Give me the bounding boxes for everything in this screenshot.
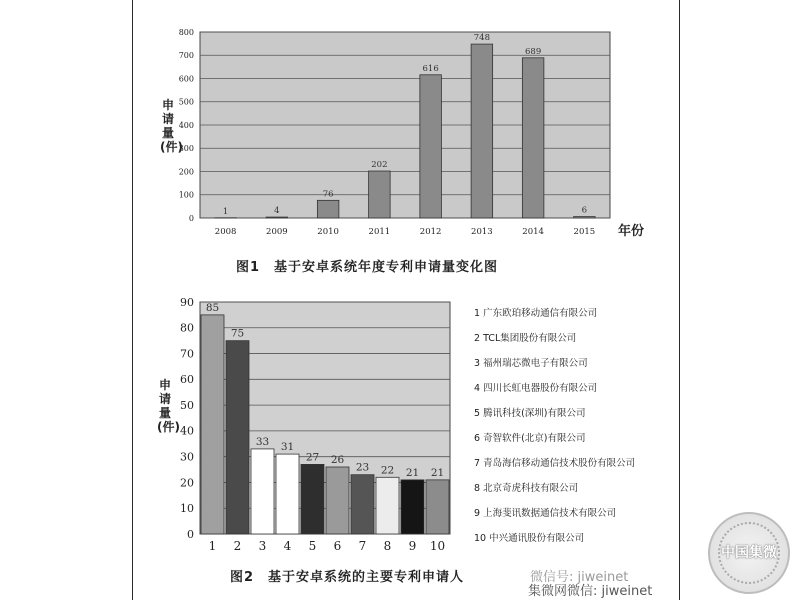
x-tick-label: 2011 <box>368 227 391 237</box>
chart2-ylabel: 申请量(件) <box>157 378 180 434</box>
stamp-text: 中国集微 <box>721 545 777 561</box>
chart1-ylabel: 申请量(件) <box>160 98 183 154</box>
x-tick-label: 6 <box>333 539 342 553</box>
data-label: 6 <box>581 205 588 216</box>
y-tick-label: 60 <box>180 373 194 387</box>
legend-item: 8 北京奇虎科技有限公司 <box>474 483 579 494</box>
legend-item: 3 福州瑞芯微电子有限公司 <box>474 358 588 369</box>
watermark-text: 集微网微信: jiweinet <box>528 584 653 599</box>
bar <box>266 217 288 218</box>
legend-item: 2 TCL集团股份有限公司 <box>474 333 577 344</box>
bar <box>369 171 391 218</box>
bar <box>522 58 544 218</box>
x-tick-label: 7 <box>358 539 367 553</box>
x-tick-label: 10 <box>429 539 446 553</box>
y-tick-label: 20 <box>180 476 194 490</box>
bar <box>326 467 349 534</box>
x-tick-label: 8 <box>383 539 392 553</box>
data-label: 202 <box>371 160 388 171</box>
x-tick-label: 2015 <box>573 227 596 237</box>
bar <box>251 449 274 534</box>
legend-item: 6 奇智软件(北京)有限公司 <box>474 433 586 444</box>
y-tick-label: 30 <box>180 450 194 464</box>
chart2-title: 图2 基于安卓系统的主要专利申请人 <box>230 570 465 585</box>
bar <box>301 464 324 534</box>
data-label: 33 <box>255 435 270 448</box>
x-tick-label: 2008 <box>214 227 237 237</box>
data-label: 21 <box>430 466 445 479</box>
x-tick-label: 1 <box>208 539 217 553</box>
data-label: 23 <box>355 461 370 474</box>
data-label: 21 <box>405 466 420 479</box>
x-tick-label: 2009 <box>266 227 288 237</box>
y-tick-label: 800 <box>178 27 194 37</box>
data-label: 85 <box>205 301 220 314</box>
bar <box>376 477 399 534</box>
x-tick-label: 2 <box>233 539 242 553</box>
y-tick-label: 0 <box>187 527 194 541</box>
x-tick-label: 9 <box>408 539 417 553</box>
data-label: 616 <box>422 63 439 74</box>
y-tick-label: 10 <box>180 502 194 516</box>
data-label: 31 <box>280 441 295 454</box>
bar <box>471 44 493 218</box>
chart1-title: 图1 基于安卓系统年度专利申请量变化图 <box>236 260 499 275</box>
data-label: 748 <box>473 33 490 44</box>
legend-item: 1 广东欧珀移动通信有限公司 <box>474 308 598 319</box>
legend-item: 10 中兴通讯股份有限公司 <box>474 533 585 544</box>
x-tick-label: 2013 <box>471 227 493 237</box>
legend-item: 4 四川长虹电器股份有限公司 <box>474 383 598 394</box>
data-label: 22 <box>380 464 395 477</box>
y-tick-label: 200 <box>178 167 194 177</box>
x-tick-label: 4 <box>283 539 292 553</box>
x-axis-label: 年份 <box>618 224 645 239</box>
data-label: 689 <box>525 46 542 57</box>
y-tick-label: 300 <box>178 144 194 154</box>
y-tick-label: 0 <box>188 213 194 223</box>
x-tick-label: 2014 <box>522 227 544 237</box>
x-tick-label: 2012 <box>419 227 442 237</box>
y-tick-label: 90 <box>180 295 194 309</box>
legend-item: 5 腾讯科技(深圳)有限公司 <box>474 408 586 419</box>
watermark-faint: 微信号: jiweinet <box>530 570 629 585</box>
data-label: 76 <box>322 189 334 200</box>
data-label: 4 <box>274 206 280 217</box>
y-tick-label: 40 <box>180 424 194 438</box>
data-label: 27 <box>305 451 320 464</box>
bar <box>574 217 596 218</box>
x-tick-label: 5 <box>308 539 317 553</box>
x-tick-label: 3 <box>258 539 267 553</box>
bar <box>226 341 249 534</box>
bar <box>420 75 442 218</box>
data-label: 1 <box>222 206 229 217</box>
y-tick-label: 100 <box>178 190 194 200</box>
chart1-plot <box>170 20 650 245</box>
logo-stamp <box>708 512 790 594</box>
y-tick-label: 500 <box>178 97 194 107</box>
bar <box>401 480 424 534</box>
legend-item: 9 上海斐讯数据通信技术有限公司 <box>474 508 617 519</box>
bar <box>201 315 224 534</box>
bar <box>276 454 299 534</box>
data-label: 75 <box>230 327 245 340</box>
y-tick-label: 600 <box>178 74 194 84</box>
bar <box>426 480 449 534</box>
x-tick-label: 2010 <box>317 227 339 237</box>
y-tick-label: 70 <box>180 347 194 361</box>
chart2-plot <box>170 292 470 560</box>
y-tick-label: 50 <box>180 398 194 412</box>
data-label: 26 <box>330 453 345 466</box>
y-tick-label: 400 <box>178 120 194 130</box>
y-tick-label: 700 <box>178 51 194 61</box>
y-tick-label: 80 <box>180 321 194 335</box>
bar <box>351 475 374 534</box>
bar <box>317 200 339 218</box>
legend-item: 7 青岛海信移动通信技术股份有限公司 <box>474 458 636 469</box>
